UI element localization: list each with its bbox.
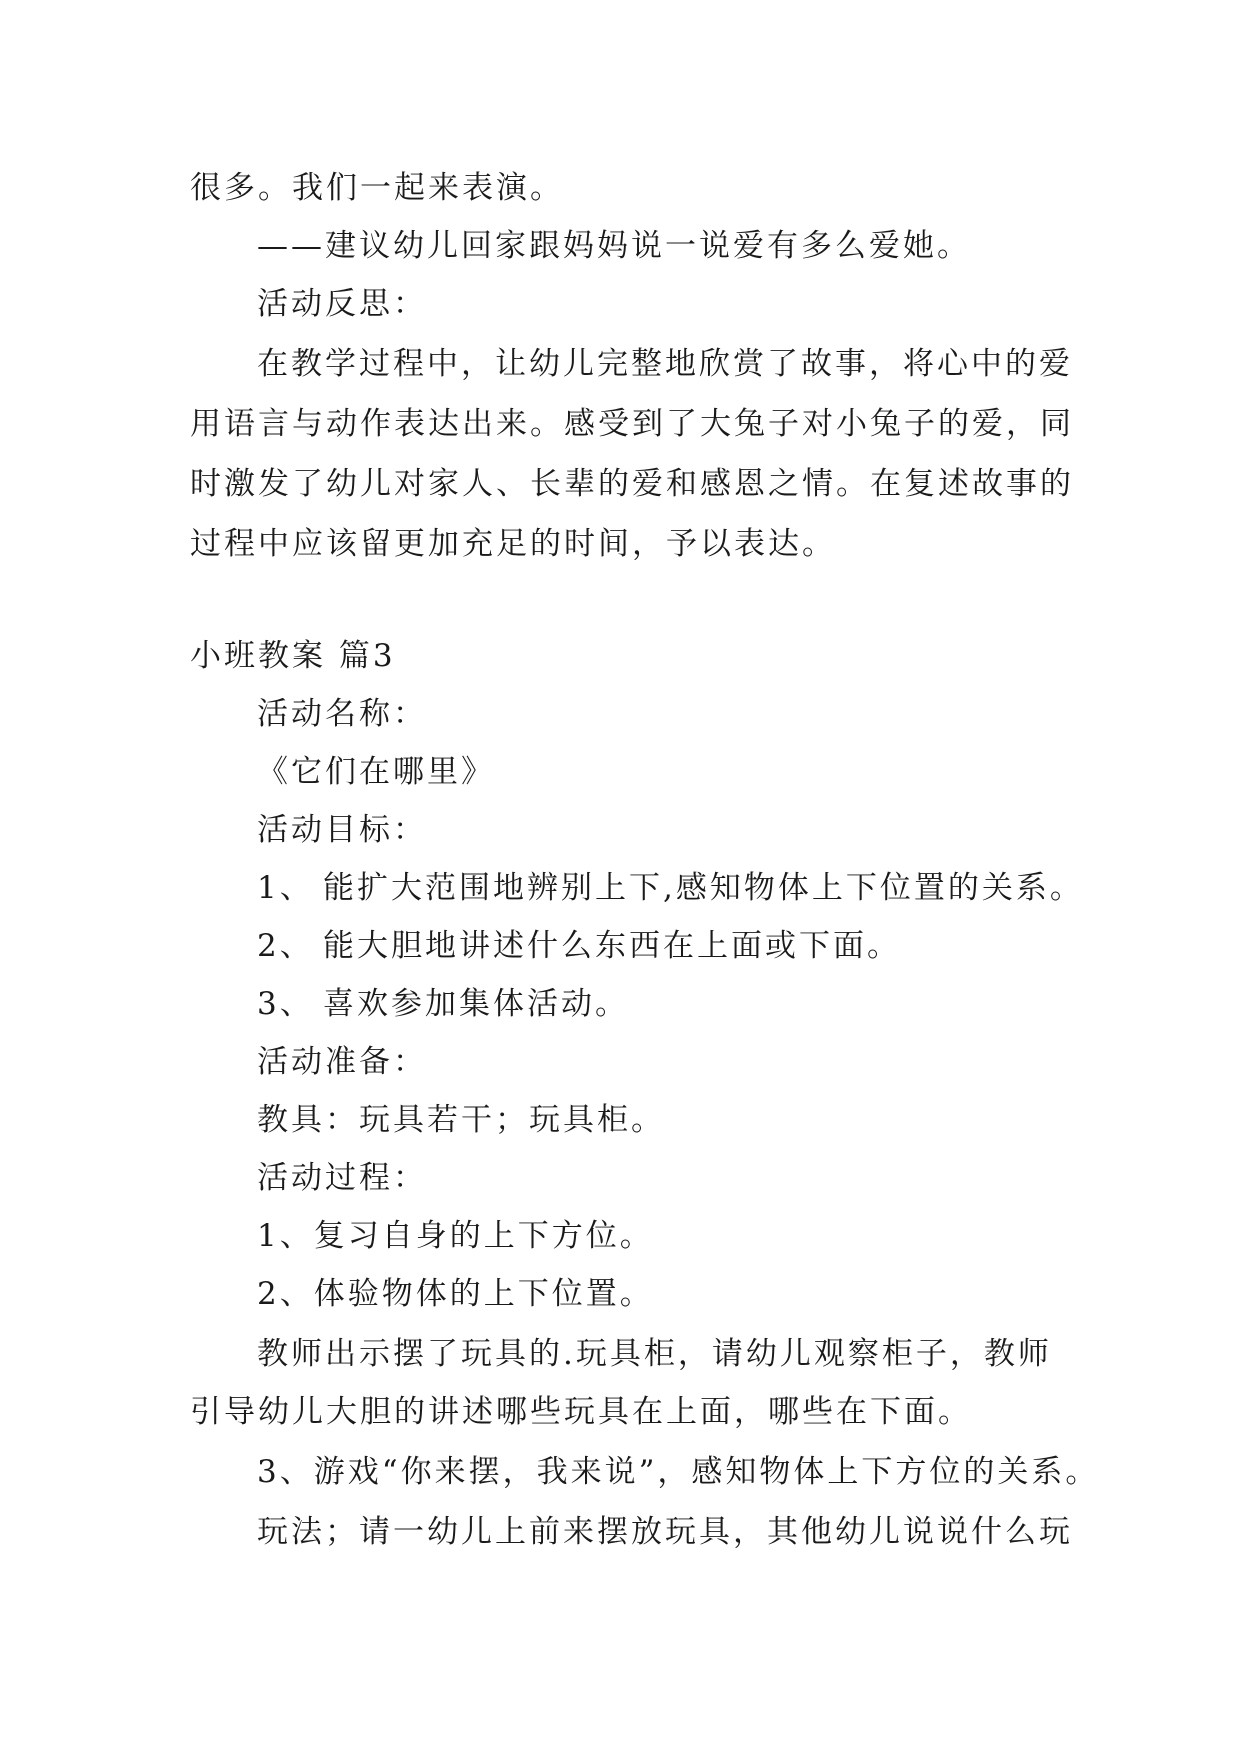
paragraph-line: 过程中应该留更加充足的时间，予以表达。 <box>190 526 836 562</box>
reflection-heading: 活动反思： <box>257 286 427 322</box>
goal-number: 2、 <box>257 928 314 964</box>
section-title: 小班教案 篇3 <box>190 638 396 674</box>
process-step: 3、游戏“你来摆，我来说”，感知物体上下方位的关系。 <box>257 1454 1100 1490</box>
activity-name-label: 活动名称： <box>257 696 427 732</box>
paragraph-line: 用语言与动作表达出来。感受到了大兔子对小兔子的爱，同 <box>190 406 1074 442</box>
goal-text: 能扩大范围地辨别上下,感知物体上下位置的关系。 <box>323 870 1084 906</box>
prep-label: 活动准备： <box>257 1044 427 1080</box>
goals-label: 活动目标： <box>257 812 427 848</box>
paragraph-line: 在教学过程中，让幼儿完整地欣赏了故事，将心中的爱 <box>257 346 1073 382</box>
goal-number: 3、 <box>257 986 314 1022</box>
paragraph-line: 时激发了幼儿对家人、长辈的爱和感恩之情。在复述故事的 <box>190 466 1074 502</box>
process-step: 2、体验物体的上下位置。 <box>257 1276 654 1312</box>
prep-text: 教具：玩具若干；玩具柜。 <box>257 1102 665 1138</box>
process-label: 活动过程： <box>257 1160 427 1196</box>
paragraph-line: 引导幼儿大胆的讲述哪些玩具在上面，哪些在下面。 <box>190 1394 972 1430</box>
goal-number: 1、 <box>257 870 314 906</box>
goal-item <box>257 868 1084 908</box>
goal-item <box>257 926 1070 966</box>
paragraph-line: ——建议幼儿回家跟妈妈说一说爱有多么爱她。 <box>257 228 971 264</box>
activity-name: 《它们在哪里》 <box>257 754 495 790</box>
paragraph-line: 教师出示摆了玩具的.玩具柜，请幼儿观察柜子，教师 <box>257 1336 1052 1372</box>
process-step: 1、复习自身的上下方位。 <box>257 1218 654 1254</box>
paragraph-line: 很多。我们一起来表演。 <box>190 170 564 206</box>
goal-text: 能大胆地讲述什么东西在上面或下面。 <box>323 928 901 964</box>
goal-text: 喜欢参加集体活动。 <box>323 986 629 1022</box>
goal-item <box>257 984 1070 1024</box>
paragraph-line: 玩法；请一幼儿上前来摆放玩具，其他幼儿说说什么玩 <box>257 1514 1073 1550</box>
